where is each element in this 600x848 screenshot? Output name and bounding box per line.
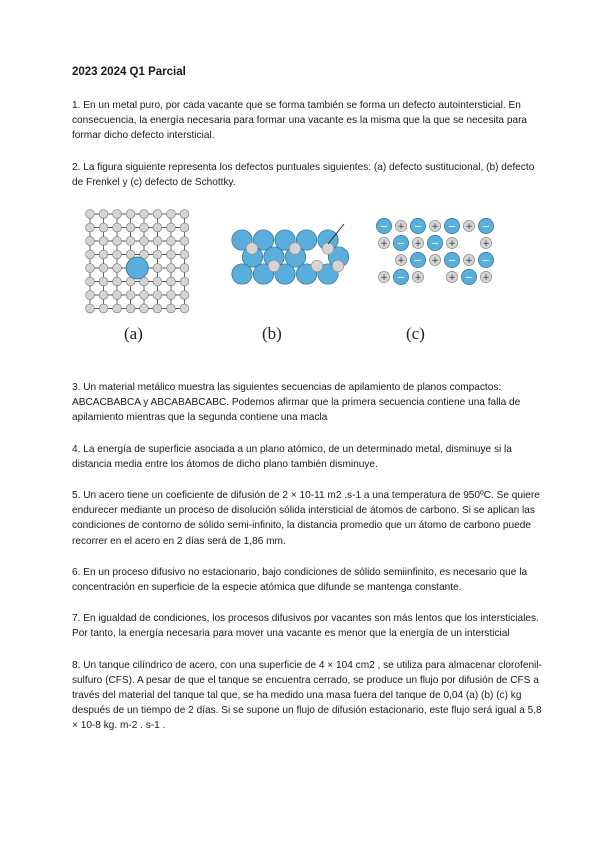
anion-sign: −: [396, 238, 406, 250]
lattice-atom: [126, 304, 135, 313]
lattice-atom: [167, 210, 176, 219]
lattice-atom: [167, 264, 176, 273]
cation-sign: +: [414, 273, 422, 284]
lattice-atom: [167, 277, 176, 286]
interstitial-atom: [322, 243, 334, 255]
interstitial-atom: [332, 260, 344, 272]
cation-sign: +: [482, 273, 490, 284]
lattice-atom: [140, 223, 149, 232]
point-defects-figure: [72, 206, 542, 346]
lattice-atom: [113, 264, 122, 273]
lattice-atom: [180, 210, 189, 219]
lattice-atom: [140, 237, 149, 246]
lattice-atom: [167, 291, 176, 300]
frenkel-defect-panel: [232, 224, 349, 284]
cation-sign: +: [431, 256, 439, 267]
lattice-atom: [167, 304, 176, 313]
cation-sign: +: [397, 256, 405, 267]
lattice-atom: [113, 250, 122, 259]
lattice-atom: [153, 304, 162, 313]
lattice-atom: [86, 291, 95, 300]
lattice-atom: [86, 237, 95, 246]
anion-sign: −: [447, 221, 457, 233]
lattice-atom: [126, 237, 135, 246]
lattice-atom: [153, 210, 162, 219]
lattice-atom: [99, 304, 108, 313]
lattice-atom: [180, 223, 189, 232]
lattice-atom: [180, 304, 189, 313]
lattice-atom: [86, 264, 95, 273]
anion-sign: −: [413, 221, 423, 233]
cation-sign: +: [465, 256, 473, 267]
lattice-atom: [99, 291, 108, 300]
lattice-atom: [153, 237, 162, 246]
lattice-atom: [86, 210, 95, 219]
cation-sign: +: [414, 239, 422, 250]
question-2: 2. La figura siguiente representa los defectos puntuales siguientes: (a) defecto sustitucional, (b) defecto de Frenkel y (c) defecto de Schottky.: [72, 161, 535, 188]
anion-sign: −: [447, 255, 457, 267]
lattice-atom: [180, 237, 189, 246]
lattice-atom: [167, 250, 176, 259]
lattice-atom: [140, 291, 149, 300]
lattice-atom: [180, 277, 189, 286]
interstitial-atom: [311, 260, 323, 272]
cation-sign: +: [465, 222, 473, 233]
lattice-atom: [113, 304, 122, 313]
cation-sign: +: [380, 273, 388, 284]
anion-sign: −: [481, 221, 491, 233]
question-7: 7. En igualdad de condiciones, los procesos difusivos por vacantes son más lentos que los intersticiales. Por tanto, la energía necesaria para mover una vacante es menor que la energía de un intersticial: [72, 613, 539, 640]
lattice-atom: [153, 277, 162, 286]
question-4: 4. La energía de superficie asociada a un plano atómico, de un determinado metal, disminuye si la distancia media entre los átomos de dicho plano también disminuye.: [72, 443, 512, 470]
cation-sign: +: [380, 239, 388, 250]
anion-sign: −: [481, 255, 491, 267]
lattice-atom: [126, 223, 135, 232]
anion-sign: −: [464, 272, 474, 284]
page-title: 2023 2024 Q1 Parcial: [72, 66, 186, 78]
lattice-atom: [140, 210, 149, 219]
cation-sign: +: [448, 239, 456, 250]
cation-sign: +: [397, 222, 405, 233]
cation-sign: +: [482, 239, 490, 250]
lattice-atom: [153, 291, 162, 300]
lattice-atom: [153, 223, 162, 232]
caption-c: (c): [406, 324, 425, 344]
lattice-atom: [86, 250, 95, 259]
lattice-atom: [113, 237, 122, 246]
question-6: 6. En un proceso difusivo no estacionario, bajo condiciones de sólido semiinfinito, es necesario que la concentración en superficie de la especie atómica que difunde se mantenga constante.: [72, 566, 528, 594]
schottky-defect-panel: [376, 218, 493, 284]
interstitial-atom: [246, 243, 258, 255]
lattice-atom: [99, 210, 108, 219]
lattice-atom: [113, 291, 122, 300]
lattice-atom: [167, 223, 176, 232]
lattice-atom: [86, 304, 95, 313]
caption-b: (b): [262, 324, 282, 344]
question-3: 3. Un material metálico muestra las siguientes secuencias de apilamiento de planos compactos: ABCACBABCA y ABCABABCABC. Podemos afirmar que la primera secuencia contiene una falla de apilamiento mientras que la segunda contiene una macla: [72, 382, 521, 424]
lattice-atom: [99, 250, 108, 259]
anion-sign: −: [430, 238, 440, 250]
cation-sign: +: [431, 222, 439, 233]
lattice-atom: [153, 250, 162, 259]
lattice-atom: [86, 277, 95, 286]
substitutional-defect-panel: [86, 210, 189, 313]
lattice-atom: [113, 223, 122, 232]
lattice-atom: [99, 223, 108, 232]
caption-a: (a): [124, 324, 143, 344]
question-1: 1. En un metal puro, por cada vacante que se forma también se forma un defecto autointersticial. En consecuencia, la energía necesaria para formar una vacante es la misma que la que se necesita para formar dicho defecto intersticial.: [72, 100, 528, 142]
lattice-atom: [113, 210, 122, 219]
lattice-atom: [99, 264, 108, 273]
lattice-atom: [167, 237, 176, 246]
anion-sign: −: [379, 221, 389, 233]
lattice-atom: [126, 291, 135, 300]
question-8: 8. Un tanque cilíndrico de acero, con una superficie de 4 × 104 cm2 , se utiliza para almacenar clorofenil-sulfuro (CFS). A pesar de que el tanque se encuentra cerrado, se produce un flujo por difusión de CFS a través del material del tanque tal que, se ha medido una masa fuera del tanque de 0,04 (a) (b) (c) kg después de un tiempo de 2 días. Si se supone un flujo de difusión estacionario, este flujo será igual a 5,8 × 10-8 kg. m-2 . s-1 .: [72, 659, 542, 732]
lattice-atom: [126, 210, 135, 219]
anion-sign: −: [396, 272, 406, 284]
interstitial-atom: [289, 243, 301, 255]
lattice-atom: [86, 223, 95, 232]
lattice-atom: [180, 250, 189, 259]
lattice-atom: [180, 291, 189, 300]
document-page: [72, 66, 542, 750]
cation-sign: +: [448, 273, 456, 284]
lattice-atom: [99, 277, 108, 286]
lattice-atom: [153, 264, 162, 273]
host-atom: [232, 264, 252, 284]
substitutional-atom: [126, 257, 148, 279]
defects-diagram: [72, 206, 542, 324]
question-5: 5. Un acero tiene un coeficiente de difusión de 2 × 10-11 m2 .s-1 a una temperatura de 950ºC. Se quiere endurecer mediante un proceso de disolución sólida intersticial de átomos de carbono. Si se aplican las condiciones de contorno de sólido semi-infinito, la distancia promedio que un átomo de carbono puede recorrer en el acero en 2 días será de 1,86 mm.: [72, 490, 540, 547]
lattice-atom: [140, 304, 149, 313]
lattice-atom: [180, 264, 189, 273]
interstitial-atom: [268, 260, 280, 272]
lattice-atom: [99, 237, 108, 246]
lattice-atom: [113, 277, 122, 286]
anion-sign: −: [413, 255, 423, 267]
